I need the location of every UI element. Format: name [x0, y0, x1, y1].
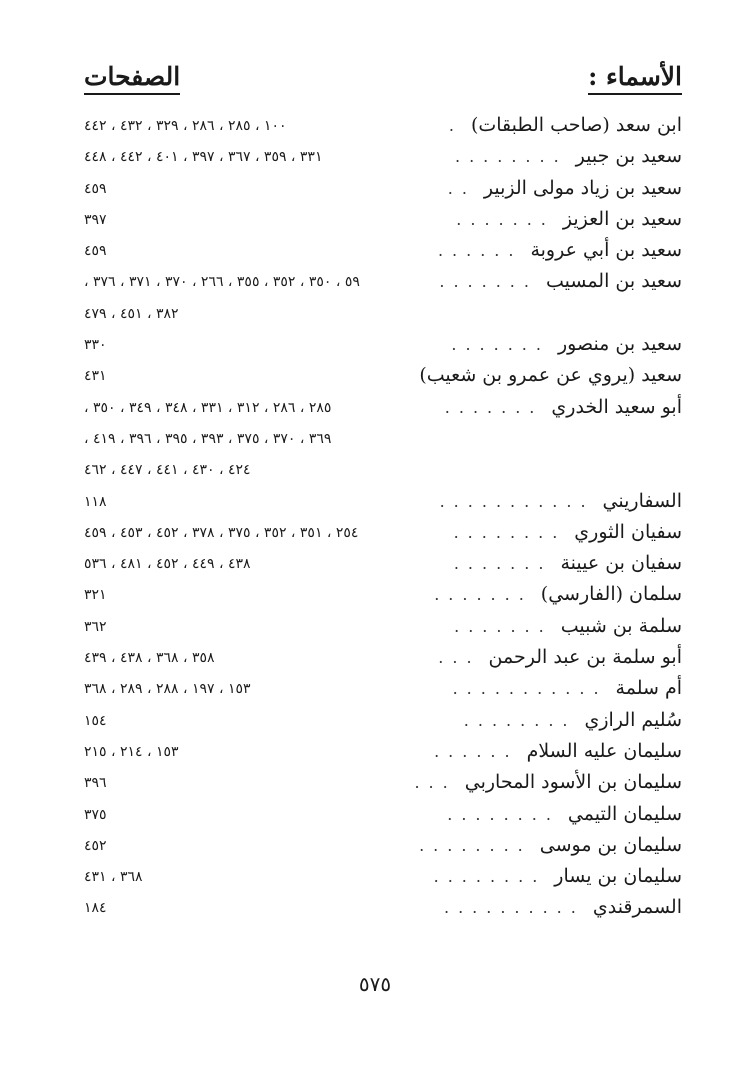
entry-pages: ٤٥٢	[84, 837, 107, 854]
names-column-title: الأسماء :	[588, 62, 682, 95]
entry-pages: ٣٩٧	[84, 211, 107, 228]
entry-name: سليمان بن الأسود المحاربي	[464, 771, 682, 794]
index-entry	[84, 769, 682, 800]
entry-name: سعيد بن زياد مولى الزبير	[483, 176, 682, 199]
entry-pages: ٤٥٩	[84, 243, 107, 260]
entry-name: ابن سعد (صاحب الطبقات)	[470, 114, 682, 136]
leader-dots: .......	[444, 397, 544, 417]
leader-dots: ...	[438, 648, 481, 668]
leader-dots: ........	[453, 522, 567, 542]
entry-pages: ٣٨٢ ، ٤٥١ ، ٤٧٩	[84, 305, 179, 322]
entry-pages: ٥٩ ، ٣٥٠ ، ٣٥٢ ، ٣٥٥ ، ٢٦٦ ، ٣٧٠ ، ٣٧١ ، ٣٧٦ ،	[84, 274, 360, 291]
index-entry	[84, 550, 682, 581]
entry-name: السمرقندي	[592, 896, 682, 919]
entry-pages: ٢٨٥ ، ٢٨٦ ، ٣١٢ ، ٣٣١ ، ٣٤٨ ، ٣٤٩ ، ٣٥٠ ،	[84, 399, 332, 416]
index-entry	[84, 863, 682, 894]
index-entry	[84, 206, 682, 237]
index-entry	[84, 488, 682, 519]
index-entry	[84, 300, 682, 331]
entry-pages: ٤٣٨ ، ٤٤٩ ، ٤٥٢ ، ٤٨١ ، ٥٣٦	[84, 556, 251, 573]
leader-dots: .	[448, 116, 463, 135]
index-entry	[84, 112, 682, 143]
entry-name: سفيان الثوري	[574, 520, 682, 543]
entry-pages: ٤٣١	[84, 368, 107, 385]
index-entries	[84, 112, 682, 926]
entry-name: سلمة بن شبيب	[560, 614, 682, 637]
entry-pages: ١٠٠ ، ٢٨٥ ، ٢٨٦ ، ٣٢٩ ، ٤٣٢ ، ٤٤٢	[84, 118, 287, 134]
leader-dots: .......	[434, 585, 533, 605]
entry-pages: ١١٨	[84, 493, 107, 510]
entry-pages: ٣٢١	[84, 587, 107, 604]
index-entry	[84, 394, 682, 425]
index-entry	[84, 644, 682, 675]
entry-pages: ٢٥٤ ، ٣٥١ ، ٣٥٢ ، ٣٧٥ ، ٣٧٨ ، ٤٥٢ ، ٤٥٣ ، ٤٥٩	[84, 524, 359, 541]
entry-name: سُليم الرازي	[584, 708, 682, 731]
entry-name: سلمان (الفارسي)	[540, 583, 682, 606]
leader-dots: .......	[453, 554, 553, 574]
page-number: ٥٧٥	[358, 972, 392, 996]
entry-name: سعيد بن العزيز	[562, 207, 682, 230]
entry-pages: ١٥٣ ، ٢١٤ ، ٢١٥	[84, 743, 179, 760]
leader-dots: .......	[454, 616, 553, 636]
entry-name: سليمان التيمي	[567, 802, 682, 825]
index-entry	[84, 362, 682, 393]
entry-name: سعيد بن منصور	[557, 333, 682, 356]
index-entry	[84, 801, 682, 832]
entry-name: السفاريني	[602, 489, 682, 512]
entry-pages: ٣٥٨ ، ٣٦٨ ، ٤٣٨ ، ٤٣٩	[84, 650, 215, 667]
index-entry	[84, 331, 682, 362]
entry-pages: ٣٦٨ ، ٤٣١	[84, 869, 143, 886]
entry-pages: ٣٦٩ ، ٣٧٠ ، ٣٧٥ ، ٣٩٣ ، ٣٩٥ ، ٣٩٦ ، ٤١٩ ،	[84, 430, 332, 447]
entry-name: أبو سعيد الخدري	[551, 395, 682, 418]
leader-dots: .......	[439, 272, 538, 292]
index-entry	[84, 738, 682, 769]
leader-dots: ......	[437, 241, 523, 261]
entry-name: سعيد بن أبي عروبة	[530, 239, 682, 262]
entry-pages: ٣٦٢	[84, 618, 107, 635]
leader-dots: ..........	[443, 898, 585, 918]
entry-name: سعيد بن جبير	[575, 145, 682, 168]
entry-name: أبو سلمة بن عبد الرحمن	[488, 646, 682, 669]
index-entry	[84, 613, 682, 644]
index-entry	[84, 175, 682, 206]
entry-name: سليمان عليه السلام	[526, 739, 682, 762]
pages-column-title: الصفحات	[84, 62, 180, 95]
entry-pages: ٤٢٤ ، ٤٣٠ ، ٤٤١ ، ٤٤٧ ، ٤٦٢	[84, 462, 251, 479]
index-entry	[84, 707, 682, 738]
leader-dots: ...........	[452, 679, 608, 699]
entry-name: سليمان بن يسار	[554, 865, 682, 888]
entry-pages: ٣٣١ ، ٣٥٩ ، ٣٦٧ ، ٣٩٧ ، ٤٠١ ، ٤٤٢ ، ٤٤٨	[84, 149, 323, 166]
entry-name: سعيد بن المسيب	[545, 270, 682, 293]
entry-name: أم سلمة	[615, 677, 682, 700]
index-entry	[84, 519, 682, 550]
index-entry	[84, 268, 682, 299]
leader-dots: .......	[451, 335, 550, 355]
index-entry	[84, 581, 682, 612]
index-entry	[84, 832, 682, 863]
leader-dots: ........	[463, 710, 577, 730]
leader-dots: ...	[414, 773, 457, 793]
entry-name: سليمان بن موسى	[539, 833, 682, 856]
index-entry	[84, 456, 682, 487]
leader-dots: ......	[434, 741, 519, 761]
index-entry	[84, 425, 682, 456]
leader-dots: .......	[456, 209, 555, 229]
entry-name: سعيد (يروي عن عمرو بن شعيب)	[419, 364, 682, 387]
entry-pages: ٣٧٥	[84, 806, 107, 823]
leader-dots: ........	[419, 835, 532, 855]
entry-pages: ٣٣٠	[84, 337, 107, 354]
entry-pages: ١٥٤	[84, 712, 107, 729]
entry-pages: ٣٩٦	[84, 775, 107, 792]
leader-dots: ...........	[439, 491, 595, 511]
entry-pages: ٤٥٩	[84, 180, 107, 197]
entry-pages: ١٥٣ ، ١٩٧ ، ٢٨٨ ، ٢٨٩ ، ٣٦٨	[84, 681, 251, 698]
index-entry	[84, 894, 682, 925]
leader-dots: ........	[433, 867, 547, 887]
leader-dots: ........	[447, 804, 560, 824]
index-entry	[84, 143, 682, 174]
entry-pages: ١٨٤	[84, 900, 107, 917]
leader-dots: ........	[454, 147, 568, 167]
leader-dots: ..	[447, 178, 476, 198]
index-entry	[84, 237, 682, 268]
column-header	[84, 62, 682, 102]
entry-name: سفيان بن عيينة	[560, 552, 682, 575]
index-entry	[84, 675, 682, 706]
